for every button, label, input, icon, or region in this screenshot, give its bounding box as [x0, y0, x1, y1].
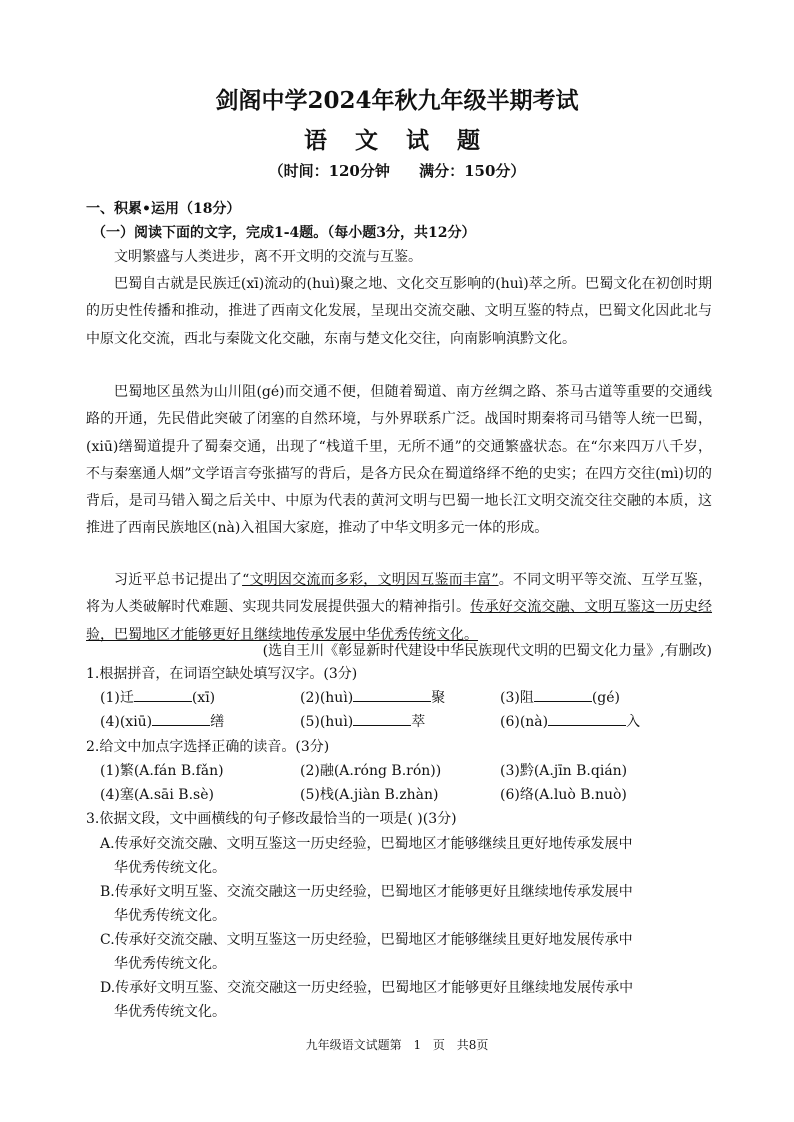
q1-item: (4)(xiū) 缮	[100, 710, 300, 734]
q1-item: (2)(huì) 聚	[300, 686, 500, 710]
q2-item: (1)繁(A.fán B.fǎn)	[100, 763, 224, 779]
q3-option-b[interactable]: B.传承好文明互鉴、交流交融这一历史经验，巴蜀地区才能够更好且继续地传承发展中 华优秀传统文化。	[100, 884, 633, 924]
q2-item: (4)塞(A.sāi B.sè)	[100, 787, 214, 803]
q1-stem: 1.根据拼音，在词语空缺处填写汉字。(3分)	[86, 666, 358, 682]
page-footer	[0, 1036, 794, 1054]
q3-option-d[interactable]: D.传承好文明互鉴、交流交融这一历史经验，巴蜀地区才能够更好且继续地发展传承中 华优秀传统文化。	[100, 980, 634, 1020]
exam-score: 满分：150分）	[419, 162, 526, 180]
q2-item: (2)融(A.róng B.rón))	[300, 763, 442, 779]
q2-items	[100, 759, 700, 807]
underlined-quote: “文明因交流而多彩，文明因互鉴而丰富”	[242, 572, 499, 588]
para3-mid: 。不同文明平等交流、互学互鉴，将为人类破解时代难题、实现共同发展提供强大的精神指引。	[86, 572, 713, 616]
exam-subtitle: 语 文 试 题	[303, 127, 491, 154]
footer-label: 九年级语文试题第	[305, 1038, 402, 1052]
passage-para-2: 巴蜀地区虽然为山川阻(gé)而交通不便，但随着蜀道、南方丝绸之路、茶马古道等重要的交通线路的开通，先民借此突破了闭塞的自然环境，与外界联系广泛。战国时期秦将司马错等人统一巴蜀，(xiū)缮蜀道提升了蜀秦交通，出现了“栈道千里，无所不通”的交通繁盛状态。在“尔来四万八千岁，不与秦塞通人烟”文学语言夸张描写的背后，是各方民众在蜀道络绎不绝的史实；在四方交往(mì)切的背后，是司马错入蜀之后关中、中原为代表的黄河文明与巴蜀一地长江文明交流交往交融的本质，这推进了西南民族地区(nà)入祖国大家庭，推动了中华文明多元一体的形成。	[86, 384, 712, 537]
q1-items	[100, 686, 700, 734]
part-heading: （一）阅读下面的文字，完成1-4题。（每小题3分，共12分）	[92, 225, 476, 241]
q2-item: (3)黔(A.jīn B.qián)	[500, 763, 628, 779]
passage-para-1: 巴蜀自古就是民族迁(xī)流动的(huì)聚之地、文化交互影响的(huì)萃之所。巴蜀文化在初创时期的历史性传播和推动，推进了西南文化发展，呈现出交流交融、文明互鉴的特点，巴蜀文化因此北与中原文化交流，西北与秦陇文化交融，东南与楚文化交往，向南影响滇黔文化。	[86, 276, 712, 347]
exam-meta	[0, 160, 794, 182]
answer-blank[interactable]	[134, 687, 192, 702]
q3-option-c[interactable]: C.传承好交流交融、文明互鉴这一历史经验，巴蜀地区才能够继续且更好地发展传承中 华优秀传统文化。	[100, 932, 633, 972]
answer-blank[interactable]	[534, 687, 592, 702]
q1-item: (1)迁 (xī)	[100, 686, 300, 710]
q2-stem: 2.给文中加点字选择正确的读音。(3分)	[86, 739, 330, 755]
passage-para-3	[86, 567, 712, 649]
para3-lead: 习近平总书记提出了	[114, 572, 243, 588]
exam-time: （时间：120分钟	[268, 162, 390, 180]
q1-item: (3)阻 (gé)	[500, 686, 700, 710]
passage-para-0: 文明繁盛与人类进步，离不开文明的交流与互鉴。	[114, 249, 422, 265]
q1-item: (6)(nà) 入	[500, 710, 700, 734]
q3-option-a[interactable]: A.传承好交流交融、文明互鉴这一历史经验，巴蜀地区才能够继续且更好地传承发展中 华优秀传统文化。	[100, 836, 633, 876]
passage-source: (选自王川《彰显新时代建设中华民族现代文明的巴蜀文化力量》,有删改)	[262, 643, 712, 659]
exam-title: 剑阁中学2024年秋九年级半期考试	[215, 87, 579, 114]
footer-page-number: 1	[413, 1038, 422, 1052]
q3-stem: 3.依据文段，文中画横线的句子修改最恰当的一项是( )(3分)	[86, 811, 457, 827]
section-heading: 一、积累•运用（18分）	[86, 201, 241, 217]
answer-blank[interactable]	[353, 711, 411, 726]
q2-item: (5)栈(A.jiàn B.zhàn)	[300, 787, 439, 803]
answer-blank[interactable]	[353, 687, 431, 702]
footer-unit: 页	[432, 1038, 445, 1052]
q1-item: (5)(huì) 萃	[300, 710, 500, 734]
footer-total: 共8页	[456, 1038, 489, 1052]
answer-blank[interactable]	[548, 711, 626, 726]
answer-blank[interactable]	[152, 711, 210, 726]
q2-item: (6)络(A.luò B.nuò)	[500, 787, 627, 803]
underlined-sentence: 传承好交流交融、文明互鉴这一历史经验，巴蜀地区才能够更好且继续地传承发展中华优秀传统文化。	[86, 599, 713, 643]
